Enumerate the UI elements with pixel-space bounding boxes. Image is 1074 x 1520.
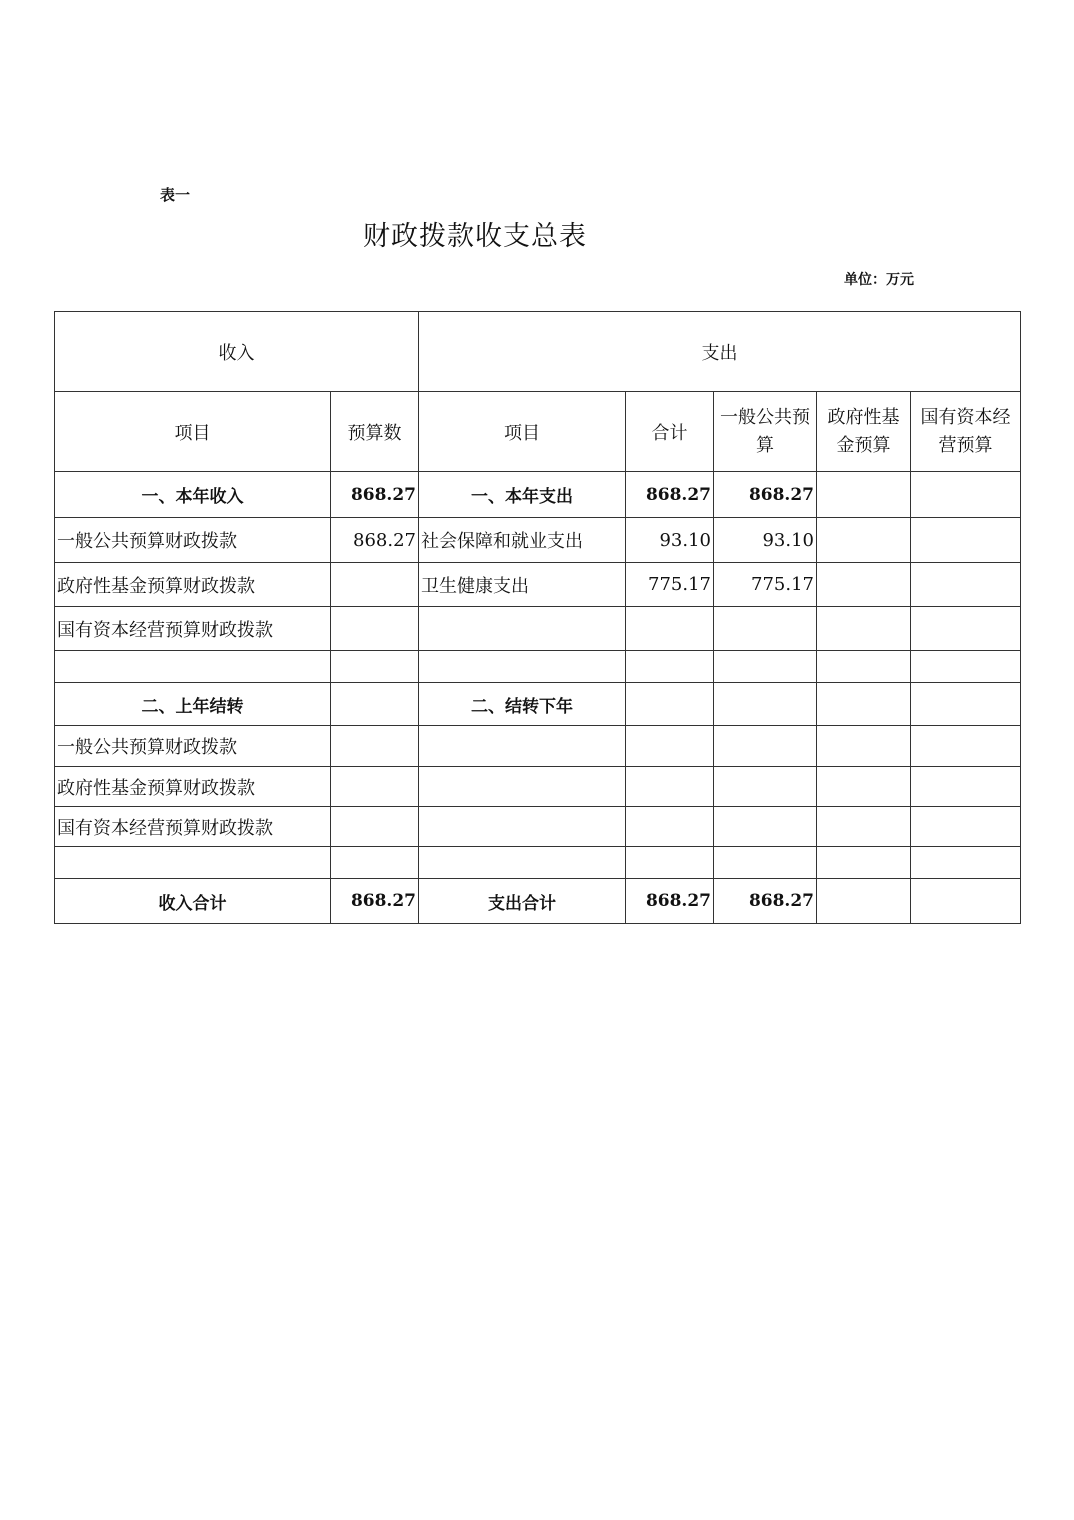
col-general-public: 一般公共预算 (714, 392, 817, 472)
page-title: 财政拨款收支总表 (363, 221, 587, 252)
state-capital-cell (911, 607, 1021, 651)
expense-item-cell (419, 807, 626, 847)
total-cell (626, 847, 714, 879)
income-budget-cell (331, 726, 419, 767)
expense-item-cell (419, 767, 626, 807)
table-row (55, 767, 1021, 807)
table-row (55, 607, 1021, 651)
table-label: 表一 (160, 186, 191, 204)
income-item-cell: 国有资本经营预算财政拨款 (55, 807, 331, 847)
general-public-cell (714, 726, 817, 767)
unit-label: 单位：万元 (844, 272, 914, 288)
income-item-cell: 政府性基金预算财政拨款 (55, 563, 331, 607)
total-cell (626, 807, 714, 847)
general-public-cell (714, 847, 817, 879)
state-capital-cell (911, 518, 1021, 563)
gov-fund-cell (817, 726, 911, 767)
income-item-cell: 一、本年收入 (55, 472, 331, 518)
col-total: 合计 (626, 392, 714, 472)
state-capital-cell (911, 726, 1021, 767)
gov-fund-cell (817, 518, 911, 563)
col-income-item: 项目 (55, 392, 331, 472)
table-row (55, 683, 1021, 726)
table-row (55, 807, 1021, 847)
gov-fund-cell (817, 472, 911, 518)
general-public-cell: 775.17 (714, 563, 817, 607)
state-capital-cell (911, 807, 1021, 847)
expense-item-cell: 二、结转下年 (419, 683, 626, 726)
expense-item-cell (419, 847, 626, 879)
table-row (55, 651, 1021, 683)
general-public-total-value: 868.27 (714, 879, 817, 924)
total-cell (626, 726, 714, 767)
col-income-budget: 预算数 (331, 392, 419, 472)
expense-item-cell: 社会保障和就业支出 (419, 518, 626, 563)
income-budget-cell: 868.27 (331, 518, 419, 563)
income-budget-cell (331, 563, 419, 607)
income-item-cell: 国有资本经营预算财政拨款 (55, 607, 331, 651)
total-cell (626, 767, 714, 807)
total-cell (626, 607, 714, 651)
group-header-row (55, 312, 1021, 392)
table-row (55, 726, 1021, 767)
income-item-cell: 一般公共预算财政拨款 (55, 518, 331, 563)
expense-group-header: 支出 (419, 312, 1021, 392)
income-total-value: 868.27 (331, 879, 419, 924)
income-budget-cell: 868.27 (331, 472, 419, 518)
income-item-cell: 二、上年结转 (55, 683, 331, 726)
income-budget-cell (331, 847, 419, 879)
income-item-cell: 一般公共预算财政拨款 (55, 726, 331, 767)
total-cell: 93.10 (626, 518, 714, 563)
general-public-cell (714, 651, 817, 683)
table-row (55, 472, 1021, 518)
col-expense-item: 项目 (419, 392, 626, 472)
gov-fund-cell (817, 767, 911, 807)
table-row (55, 518, 1021, 563)
expense-item-cell (419, 726, 626, 767)
income-budget-cell (331, 607, 419, 651)
income-budget-cell (331, 807, 419, 847)
income-item-cell (55, 651, 331, 683)
column-header-row (55, 392, 1021, 472)
state-capital-cell (911, 651, 1021, 683)
state-capital-cell (911, 563, 1021, 607)
income-group-header: 收入 (55, 312, 419, 392)
general-public-cell (714, 767, 817, 807)
general-public-cell (714, 683, 817, 726)
general-public-cell (714, 607, 817, 651)
expense-item-cell (419, 651, 626, 683)
budget-table (54, 311, 1021, 924)
gov-fund-cell (817, 847, 911, 879)
income-budget-cell (331, 767, 419, 807)
income-item-cell (55, 847, 331, 879)
total-cell (626, 651, 714, 683)
gov-fund-cell (817, 683, 911, 726)
total-cell: 868.27 (626, 472, 714, 518)
expense-item-cell: 卫生健康支出 (419, 563, 626, 607)
income-budget-cell (331, 651, 419, 683)
state-capital-cell (911, 847, 1021, 879)
table-row (55, 847, 1021, 879)
general-public-cell: 868.27 (714, 472, 817, 518)
total-cell: 775.17 (626, 563, 714, 607)
gov-fund-total-value (817, 879, 911, 924)
total-cell (626, 683, 714, 726)
state-capital-cell (911, 683, 1021, 726)
col-gov-fund: 政府性基金预算 (817, 392, 911, 472)
expense-item-cell (419, 607, 626, 651)
expense-total-label: 支出合计 (419, 879, 626, 924)
gov-fund-cell (817, 651, 911, 683)
general-public-cell: 93.10 (714, 518, 817, 563)
col-state-capital: 国有资本经营预算 (911, 392, 1021, 472)
totals-row (55, 879, 1021, 924)
general-public-cell (714, 807, 817, 847)
gov-fund-cell (817, 607, 911, 651)
expense-item-cell: 一、本年支出 (419, 472, 626, 518)
gov-fund-cell (817, 807, 911, 847)
income-total-label: 收入合计 (55, 879, 331, 924)
income-item-cell: 政府性基金预算财政拨款 (55, 767, 331, 807)
table-row (55, 563, 1021, 607)
gov-fund-cell (817, 563, 911, 607)
state-capital-total-value (911, 879, 1021, 924)
state-capital-cell (911, 472, 1021, 518)
expense-total-value: 868.27 (626, 879, 714, 924)
state-capital-cell (911, 767, 1021, 807)
income-budget-cell (331, 683, 419, 726)
